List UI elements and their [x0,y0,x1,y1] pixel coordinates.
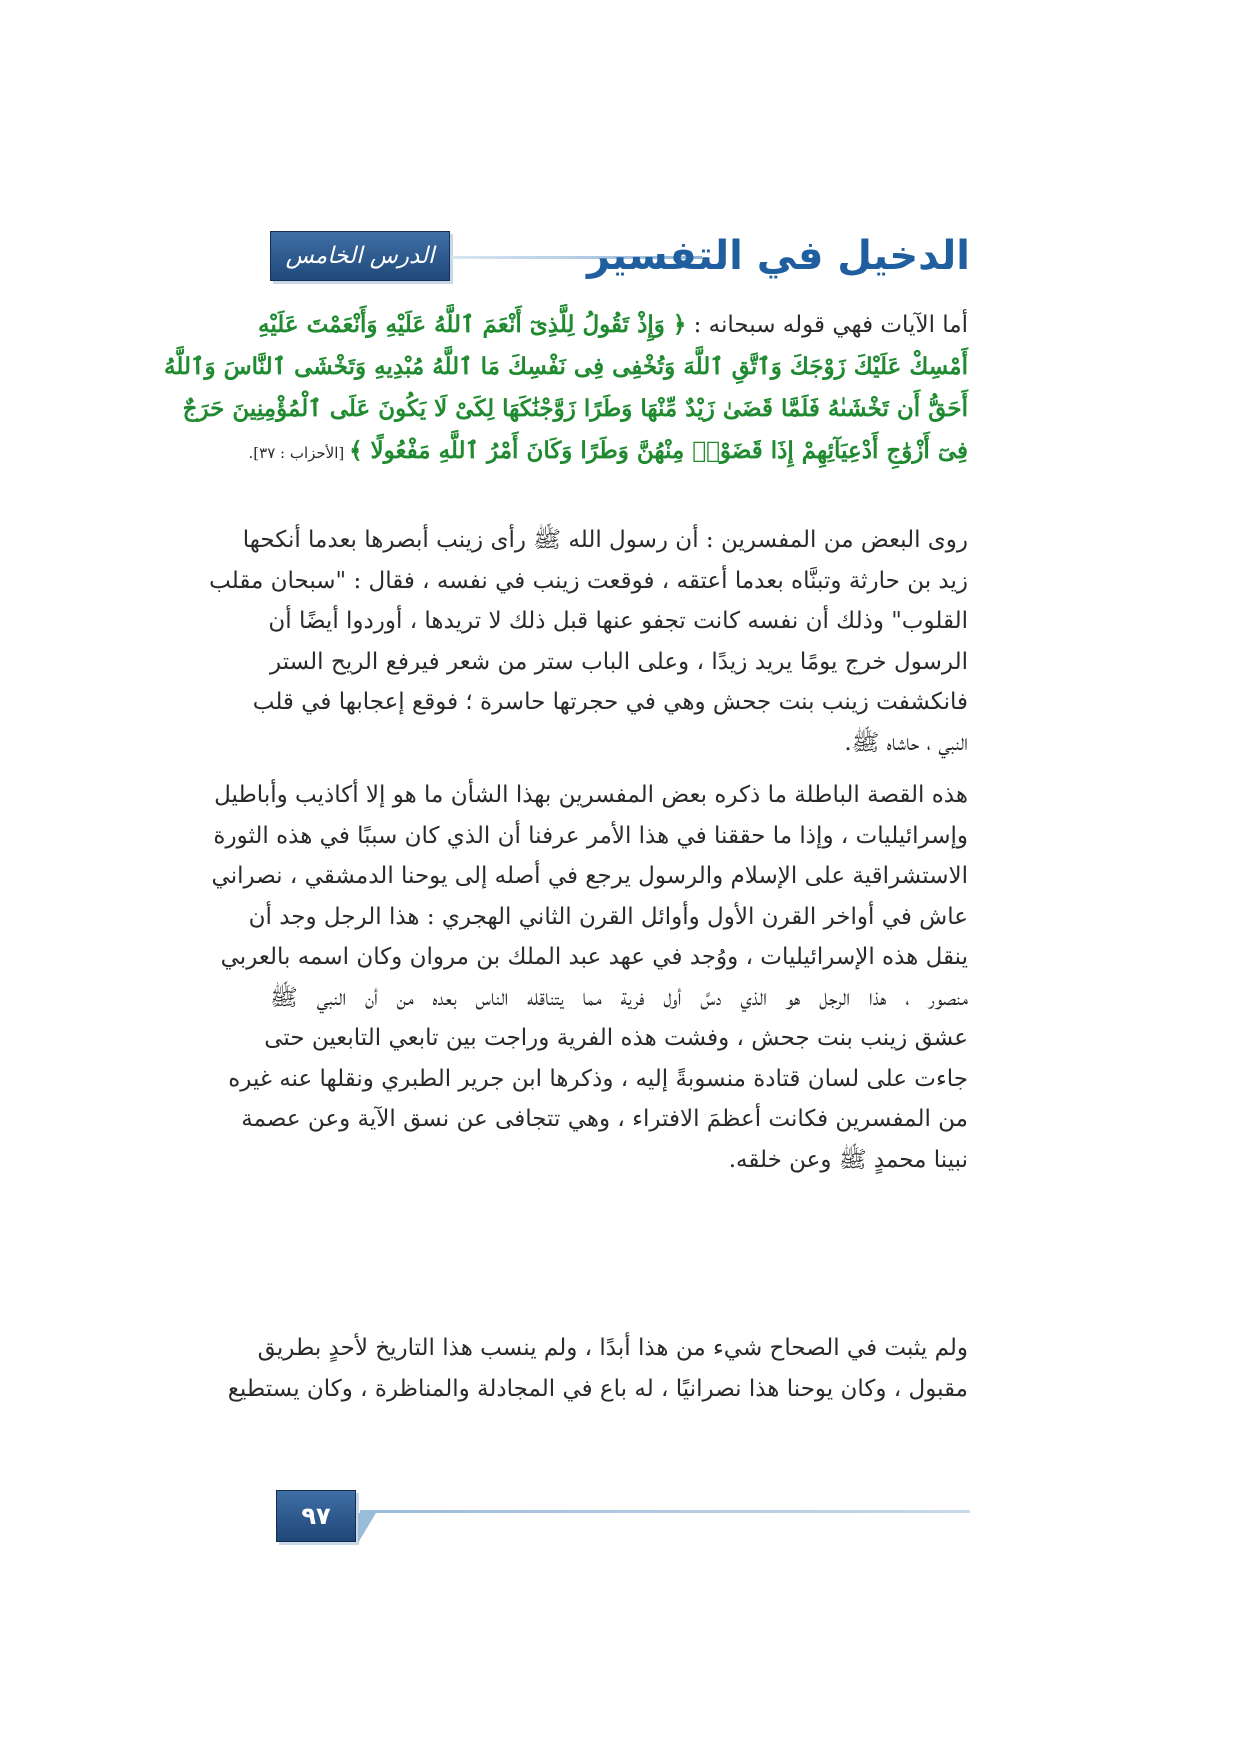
paragraph-line: عشق زينب بنت جحش ، وفشت هذه الفرية وراجت بين تابعي التابعين حتى [264,1025,968,1051]
paragraph-line: روى البعض من المفسرين : أن رسول الله ﷺ رأى زينب أبصرها بعدما أنكحها [242,527,968,553]
paragraph-line: منصور ، هذا الرجل هو الذي دسَّ أول فرية مما يتناقله الناس بعده من أن النبي ﷺ [270,984,968,1011]
paragraph-line: نبينا محمدٍ ﷺ وعن خلقه. [728,1146,968,1173]
running-header [270,228,970,288]
lesson-label: الدرس الخامس [285,243,435,269]
paragraph-line: زيد بن حارثة وتبنَّاه بعدما أعتقه ، فوقعت زينب في نفسه ، فقال : "سبحان مقلب [209,567,968,594]
paragraph-line: مقبول ، وكان يوحنا هذا نصرانيًا ، له باع في المجادلة والمناظرة ، وكان يستطيع [227,1375,968,1402]
verse-intro: أما الآيات فهي قوله سبحانه : [686,312,968,338]
paragraph-line: ولم يثبت في الصحاح شيء من هذا أبدًا ، ولم ينسب هذا التاريخ لأحدٍ بطريق [257,1335,968,1361]
paragraph-line: من المفسرين فكانت أعظمَ الافتراء ، وهي تتجافى عن نسق الآية وعن عصمة [241,1106,968,1132]
verse-text: ﴿ وَإِذْ تَقُولُ لِلَّذِىٓ أَنْعَمَ ٱللَّهُ عَلَيْهِ وَأَنْعَمْتَ عَلَيْهِ [257,311,687,338]
verse-text: فِىٓ أَزْوَٰجِ أَدْعِيَآئِهِمْ إِذَا قَضَوْا۟ مِنْهُنَّ وَطَرًا وَكَانَ أَمْرُ ٱللَّهِ مَفْعُولًا ﴾ [349,437,968,464]
page-number: ٩٧ [301,1502,331,1530]
paragraph-line: القلوب" وذلك أن نفسه كانت تجفو عنها قبل ذلك لا تريدها ، أوردوا أيضًا أن [268,608,968,634]
paragraph-line: جاءت على لسان قتادة منسوبةً إليه ، وذكرها ابن جرير الطبري ونقلها عنه غيره [228,1065,968,1092]
verse-text: أَحَقُّ أَن تَخْشَىٰهُ فَلَمَّا قَضَىٰ زَيْدٌ مِّنْهَا وَطَرًا زَوَّجْنَٰكَهَا لِكَىْ لَا يَكُونَ عَلَى ٱلْمُؤْمِنِينَ حَرَجٌ [182,395,968,422]
book-title: الدخيل في التفسير [587,233,970,279]
paragraph [209,520,969,763]
verse-line [257,304,968,346]
paragraph [227,1328,968,1409]
verse-reference: [الأحزاب : ٣٧]. [248,444,350,462]
verse-line [248,430,968,472]
paragraph-line: ينقل هذه الإسرائيليات ، ووُجد في عهد عبد الملك بن مروان وكان اسمه بالعربي [220,944,968,970]
paragraph-line: النبي ، حاشاه ﷺ. [844,729,968,756]
paragraph-line: وإسرائيليات ، وإذا ما حققنا في هذا الأمر عرفنا أن الذي كان سببًا في هذه الثورة [213,822,968,849]
paragraph-line: الاستشراقية على الإسلام والرسول يرجع في أصله إلى يوحنا الدمشقي ، نصراني [211,863,968,889]
paragraph-line: فانكشفت زينب بنت جحش وهي في حجرتها حاسرة ؛ فوقع إعجابها في قلب [252,689,968,715]
lesson-label-box [270,231,450,281]
verse-line [164,346,968,388]
page-number-box [276,1490,356,1542]
paragraph-line: هذه القصة الباطلة ما ذكره بعض المفسرين بهذا الشأن ما هو إلا أكاذيب وأباطيل [214,782,968,808]
quran-verse-block [164,304,968,472]
footer-ornament [358,1513,376,1543]
paragraph-line: الرسول خرج يومًا يريد زيدًا ، وعلى الباب ستر من شعر فيرفع الريح الستر [270,648,969,675]
paragraph [211,775,968,1180]
paragraph-line: عاش في أواخر القرن الأول وأوائل القرن الثاني الهجري : هذا الرجل وجد أن [248,903,968,930]
verse-line [182,388,968,430]
footer-rule [360,1510,970,1513]
verse-text: أَمْسِكْ عَلَيْكَ زَوْجَكَ وَٱتَّقِ ٱللَّهَ وَتُخْفِى فِى نَفْسِكَ مَا ٱللَّهُ مُبْدِيهِ وَتَخْشَى ٱلنَّاسَ وَٱللَّهُ [164,353,968,380]
page-footer [270,1490,970,1550]
